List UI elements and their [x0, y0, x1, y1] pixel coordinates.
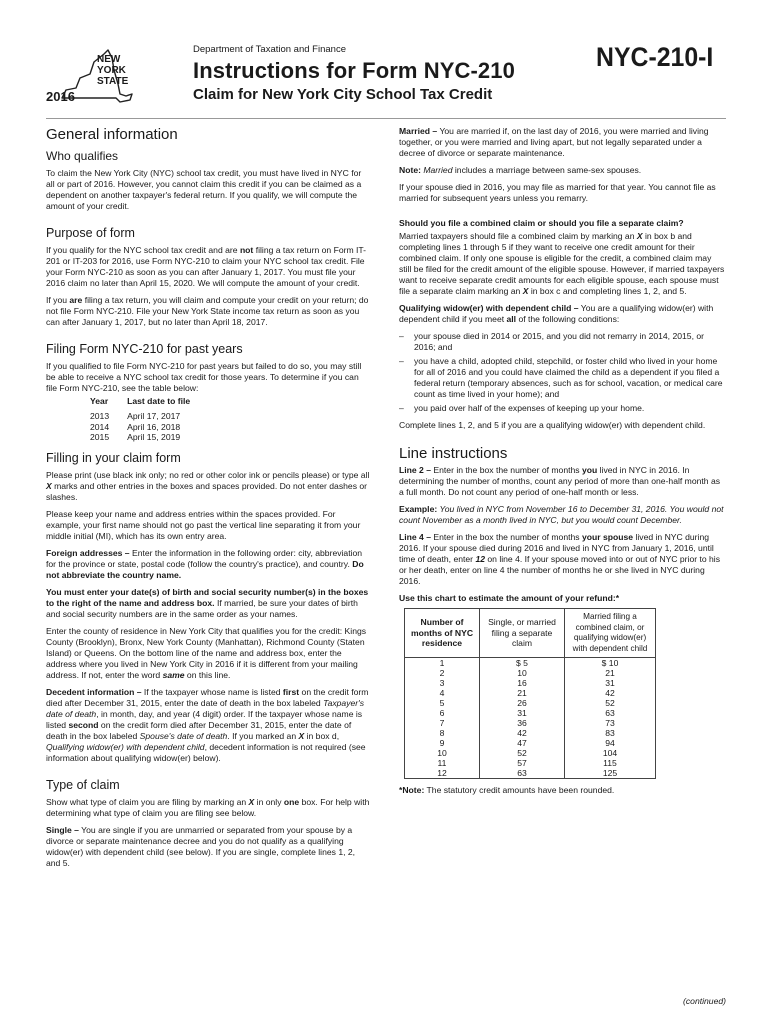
type-of-claim-heading: Type of claim — [46, 777, 120, 792]
table-row: 11 57 115 — [405, 758, 656, 768]
table-row: 2 10 21 — [405, 668, 656, 678]
chart-intro: Use this chart to estimate the amount of your refund:* — [399, 593, 620, 603]
logo-year: 2016 — [46, 89, 75, 104]
spouse-died-paragraph: If your spouse died in 2016, you may file as married for that year. You cannot file as married for subsequent years unless you remarry. — [399, 182, 716, 203]
past-years-table — [90, 396, 208, 443]
form-code: NYC-210-I — [596, 42, 714, 72]
continued-label: (continued) — [683, 996, 726, 1006]
married-note: Note: Married includes a marriage between same-sex spouses. — [399, 165, 642, 175]
general-information-heading: General information — [46, 126, 178, 143]
page-title: Instructions for Form NYC-210 — [193, 58, 515, 83]
table-row: 2013 April 17, 2017 — [90, 411, 181, 421]
filling-paragraph-2: Please keep your name and address entries within the spaces provided. For example, your first name should not go past the vertical line separating it from your middle initial (MI), which has its own entry area. — [46, 508, 361, 541]
table-row: 12 63 125 — [405, 768, 656, 779]
table-row: 2015 April 15, 2019 — [90, 432, 181, 442]
type-of-claim-text: Show what type of claim you are filing by marking an X in only one box. For help with determining what type of claim you are filing see below. — [46, 796, 370, 818]
table-row: 5 26 52 — [405, 698, 656, 708]
table-row: 4 21 42 — [405, 688, 656, 698]
line-4-paragraph: Line 4 – Enter in the box the number of months your spouse lived in NYC during 2016. If your spouse died during 2016 and lived in NYC from January 1, 2016, until time of death, enter 12 on line 4. If your spouse moved into or out of NYC prior to his or her death, enter on line 4 the number of months he or she lived in NYC during 2016. — [399, 532, 721, 586]
filling-heading: Filling in your claim form — [46, 450, 181, 465]
list-item: – your spouse died in 2014 or 2015, and you did not remarry in 2014, 2015, or 2016; and — [399, 331, 726, 353]
list-item: – you paid over half of the expenses of keeping up your home. — [399, 403, 726, 414]
purpose-paragraph-2: If you are filing a tax return, you will claim and compute your credit on your return; do not file Form NYC-210. File your New York State income tax return as soon as you can after January 1, 2017, but no later than April 18, 2017. — [46, 295, 369, 327]
line-2-paragraph: Line 2 – Enter in the box the number of months you lived in NYC in 2016. In determining the number of months, count any period of more than one-half month as a full month. Do not count any period of one-half month or less. — [399, 465, 721, 497]
county-paragraph: Enter the county of residence in New York City that qualifies you for the credit: Kings County (Brooklyn), Bronx, New York County (Manhattan), Richmond County (Staten Island) or Queens. On the bottom line of the name and address box, enter the address where you lived in New York City in 2016 if it is different from your mailing address. If not, enter the word same on this line. — [46, 625, 367, 680]
table-row: 8 42 83 — [405, 728, 656, 738]
department-name: Department of Taxation and Finance — [193, 44, 346, 55]
who-qualifies-text: To claim the New York City (NYC) school tax credit, you must have lived in NYC for all or part of 2016. However, you cannot claim this credit if you can be claimed as a dependent on another taxpayer's federal return. If you qualify, we will compute the amount of your credit. — [46, 168, 362, 211]
past-years-text: If you qualified to file Form NYC-210 for past years but failed to do so, you may still be able to receive a NYC school tax credit for those years. To determine if you can file Form NYC-210, see the table below: — [46, 361, 362, 393]
filling-paragraph-1: Please print (use black ink only; no red or other color ink or pencils please) or type all X marks and other entries in the boxes and spaces provided. Do not enter dashes or slashes. — [46, 469, 370, 502]
foreign-addresses-paragraph: Foreign addresses – Enter the information in the following order: city, abbreviation for the province or state, postal code (follow the country's practice), and country. Do not abbreviate the country name. — [46, 547, 364, 580]
who-qualifies-heading: Who qualifies — [46, 149, 119, 163]
combined-column-header: Married filing a combined claim, or qualifying widow(er) with dependent child — [565, 609, 656, 658]
right-column — [399, 126, 726, 802]
table-row: 10 52 104 — [405, 748, 656, 758]
months-column-header: Number of months of NYC residence — [405, 609, 480, 658]
conditions-list — [399, 331, 726, 414]
refund-estimate-table — [404, 608, 656, 779]
left-column — [46, 126, 371, 875]
page-subtitle: Claim for New York City School Tax Credit — [193, 86, 493, 103]
past-years-heading: Filing Form NYC-210 for past years — [46, 342, 243, 356]
decedent-paragraph: Decedent information – If the taxpayer whose name is listed first on the credit form died after December 31, 2015, enter the date of death in the box labeled Taxpayer's date of death, in month, day, and year (4 digit) order. If the taxpayer whose name is listed second on the credit form died after December 31, 2015, enter the date of death in the box labeled Spouse's date of death. If you marked an X in box d, Qualifying widow(er) with dependent child, decedent information is not required (see information about qualifying widow(er) below). — [46, 686, 369, 763]
logo-line-york: YORK — [97, 65, 126, 76]
table-row: 6 31 63 — [405, 708, 656, 718]
table-row: 7 36 73 — [405, 718, 656, 728]
purpose-heading: Purpose of form — [46, 226, 135, 240]
combined-claim-paragraph: Married taxpayers should file a combined claim by marking an X in box b and completing lines 1 through 5 if they want to receive one credit amount for their combined claim. If only one spouse is eligible for the credit, a combined claim may still be filed for the credit amount of the eligible spouse. However, if married taxpayers want to receive separate credit amounts for each eligible spouse, each spouse must file a separate claim marking an X in box c and completing lines 1, 2, and 5. — [399, 231, 725, 296]
header-divider — [46, 118, 726, 119]
combined-claim-question: Should you file a combined claim or should you file a separate claim? — [399, 218, 684, 228]
year-column-header: Year — [90, 396, 109, 406]
last-date-column-header: Last date to file — [127, 396, 191, 406]
logo-line-state: STATE — [97, 76, 129, 87]
line-instructions-heading: Line instructions — [399, 445, 508, 462]
purpose-paragraph-1: If you qualify for the NYC school tax credit and are not filing a tax return on Form IT-201 or IT-203 for 2016, use Form NYC-210 to claim your NYC school tax credit. File your Form NYC-210 as soon as you can after January 1, 2017. You must file your 2016 claim no later than April 15, 2020. We will compute the amount of your credit. — [46, 245, 367, 288]
table-row: 2014 April 16, 2018 — [90, 421, 181, 432]
rounding-footnote: *Note: The statutory credit amounts have been rounded. — [399, 785, 615, 795]
list-item: – you have a child, adopted child, stepchild, or foster child who lived in your home for all of 2016 and you could have claimed the child as a dependent if you filed a federal return (temporary absences, such as for school, vacation, or medical care count as time lived in your home); and — [399, 356, 726, 400]
qualifying-widower-paragraph: Qualifying widow(er) with dependent child – You are a qualifying widow(er) with dependent child if you meet all of the following conditions: — [399, 303, 714, 324]
birth-ssn-paragraph: You must enter your date(s) of birth and social security number(s) in the boxes to the right of the name and address box. If married, be sure your dates of birth and social security numbers are in the same order as your names. — [46, 586, 369, 619]
logo-line-new: NEW — [97, 54, 121, 65]
table-row: 9 47 94 — [405, 738, 656, 748]
single-column-header: Single, or married filing a separate claim — [480, 609, 565, 658]
table-row: 3 16 31 — [405, 678, 656, 688]
single-paragraph: Single – You are single if you are unmarried or separated from your spouse by a divorce or separate maintenance decree and you do not qualify as a qualifying widow(er) with dependent child (see below). If you are single, complete lines 1, 2, and 5. — [46, 824, 356, 868]
table-row: 1 $ 5 $ 10 — [405, 658, 656, 669]
married-paragraph: Married – You are married if, on the last day of 2016, you were married and living together, or you were married and living apart, but not legally separated under a decree of divorce or separate maintenance. — [399, 126, 709, 158]
example-paragraph: Example: You lived in NYC from November 16 to December 31, 2016. You would not count November as a month lived in NYC, but you would count December. — [399, 504, 724, 525]
complete-lines-paragraph: Complete lines 1, 2, and 5 if you are a qualifying widow(er) with dependent child. — [399, 420, 706, 430]
